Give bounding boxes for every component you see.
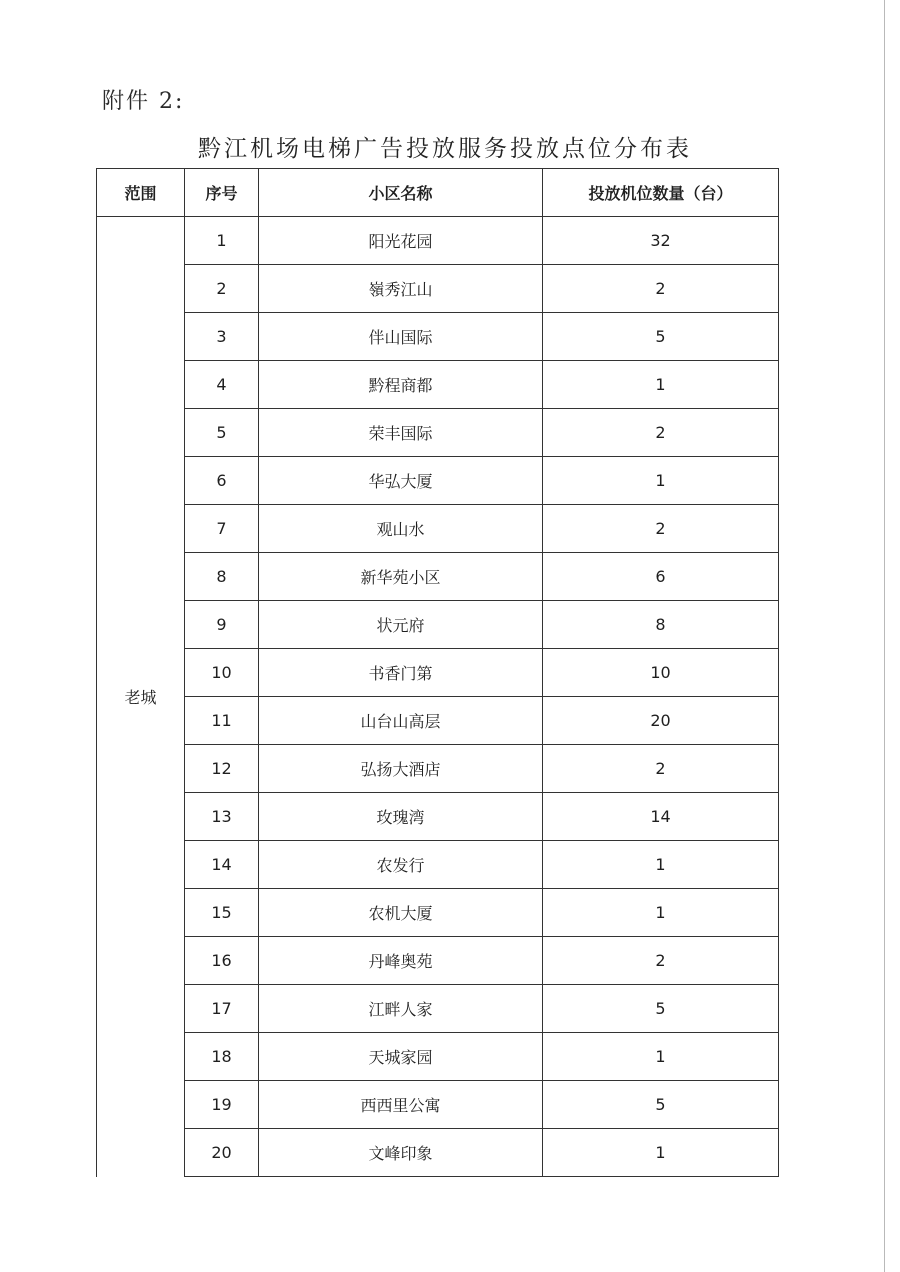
attachment-label: 附件 2: (102, 89, 185, 114)
unit-count-cell: 1 (543, 841, 779, 889)
community-name-cell: 嶺秀江山 (259, 265, 543, 313)
header-unit-count: 投放机位数量（台） (543, 169, 779, 217)
table-body (97, 217, 779, 1177)
range-cell: 老城 (97, 217, 185, 1177)
community-name-cell: 文峰印象 (259, 1129, 543, 1177)
serial-number-cell: 13 (185, 793, 259, 841)
table-row (97, 217, 779, 265)
table-row (97, 793, 779, 841)
unit-count-cell: 1 (543, 1033, 779, 1081)
table-row (97, 841, 779, 889)
serial-number-cell: 6 (185, 457, 259, 505)
serial-number-cell: 14 (185, 841, 259, 889)
unit-count-cell: 5 (543, 985, 779, 1033)
unit-count-cell: 2 (543, 265, 779, 313)
community-name-cell: 丹峰奥苑 (259, 937, 543, 985)
unit-count-cell: 32 (543, 217, 779, 265)
serial-number-cell: 16 (185, 937, 259, 985)
unit-count-cell: 5 (543, 313, 779, 361)
unit-count-cell: 1 (543, 457, 779, 505)
table-row (97, 265, 779, 313)
table-row (97, 937, 779, 985)
table-row (97, 649, 779, 697)
community-name-cell: 阳光花园 (259, 217, 543, 265)
table-row (97, 553, 779, 601)
serial-number-cell: 11 (185, 697, 259, 745)
placement-table (96, 168, 779, 1177)
unit-count-cell: 1 (543, 1129, 779, 1177)
serial-number-cell: 10 (185, 649, 259, 697)
unit-count-cell: 2 (543, 937, 779, 985)
table-row (97, 505, 779, 553)
table-row (97, 889, 779, 937)
table-row (97, 985, 779, 1033)
header-range: 范围 (97, 169, 185, 217)
serial-number-cell: 15 (185, 889, 259, 937)
community-name-cell: 新华苑小区 (259, 553, 543, 601)
serial-number-cell: 17 (185, 985, 259, 1033)
serial-number-cell: 20 (185, 1129, 259, 1177)
serial-number-cell: 2 (185, 265, 259, 313)
document-title: 黔江机场电梯广告投放服务投放点位分布表 (198, 136, 692, 162)
community-name-cell: 观山水 (259, 505, 543, 553)
community-name-cell: 天城家园 (259, 1033, 543, 1081)
unit-count-cell: 2 (543, 505, 779, 553)
serial-number-cell: 5 (185, 409, 259, 457)
serial-number-cell: 3 (185, 313, 259, 361)
page-edge-line (884, 0, 885, 1272)
community-name-cell: 农发行 (259, 841, 543, 889)
community-name-cell: 西西里公寓 (259, 1081, 543, 1129)
community-name-cell: 江畔人家 (259, 985, 543, 1033)
serial-number-cell: 1 (185, 217, 259, 265)
community-name-cell: 伴山国际 (259, 313, 543, 361)
unit-count-cell: 6 (543, 553, 779, 601)
community-name-cell: 弘扬大酒店 (259, 745, 543, 793)
table-row (97, 1081, 779, 1129)
serial-number-cell: 12 (185, 745, 259, 793)
community-name-cell: 荣丰国际 (259, 409, 543, 457)
unit-count-cell: 20 (543, 697, 779, 745)
unit-count-cell: 14 (543, 793, 779, 841)
header-serial-number: 序号 (185, 169, 259, 217)
community-name-cell: 状元府 (259, 601, 543, 649)
unit-count-cell: 2 (543, 745, 779, 793)
table-row (97, 313, 779, 361)
unit-count-cell: 1 (543, 361, 779, 409)
table-row (97, 457, 779, 505)
community-name-cell: 玫瑰湾 (259, 793, 543, 841)
table-row (97, 361, 779, 409)
serial-number-cell: 8 (185, 553, 259, 601)
community-name-cell: 农机大厦 (259, 889, 543, 937)
community-name-cell: 黔程商都 (259, 361, 543, 409)
community-name-cell: 华弘大厦 (259, 457, 543, 505)
table-row (97, 745, 779, 793)
unit-count-cell: 10 (543, 649, 779, 697)
serial-number-cell: 18 (185, 1033, 259, 1081)
community-name-cell: 山台山高层 (259, 697, 543, 745)
serial-number-cell: 9 (185, 601, 259, 649)
table-row (97, 601, 779, 649)
serial-number-cell: 4 (185, 361, 259, 409)
community-name-cell: 书香门第 (259, 649, 543, 697)
table-row (97, 1129, 779, 1177)
table-row (97, 1033, 779, 1081)
table-row (97, 409, 779, 457)
serial-number-cell: 7 (185, 505, 259, 553)
unit-count-cell: 2 (543, 409, 779, 457)
header-community-name: 小区名称 (259, 169, 543, 217)
serial-number-cell: 19 (185, 1081, 259, 1129)
unit-count-cell: 8 (543, 601, 779, 649)
unit-count-cell: 5 (543, 1081, 779, 1129)
unit-count-cell: 1 (543, 889, 779, 937)
table-header-row (97, 169, 779, 217)
table-row (97, 697, 779, 745)
